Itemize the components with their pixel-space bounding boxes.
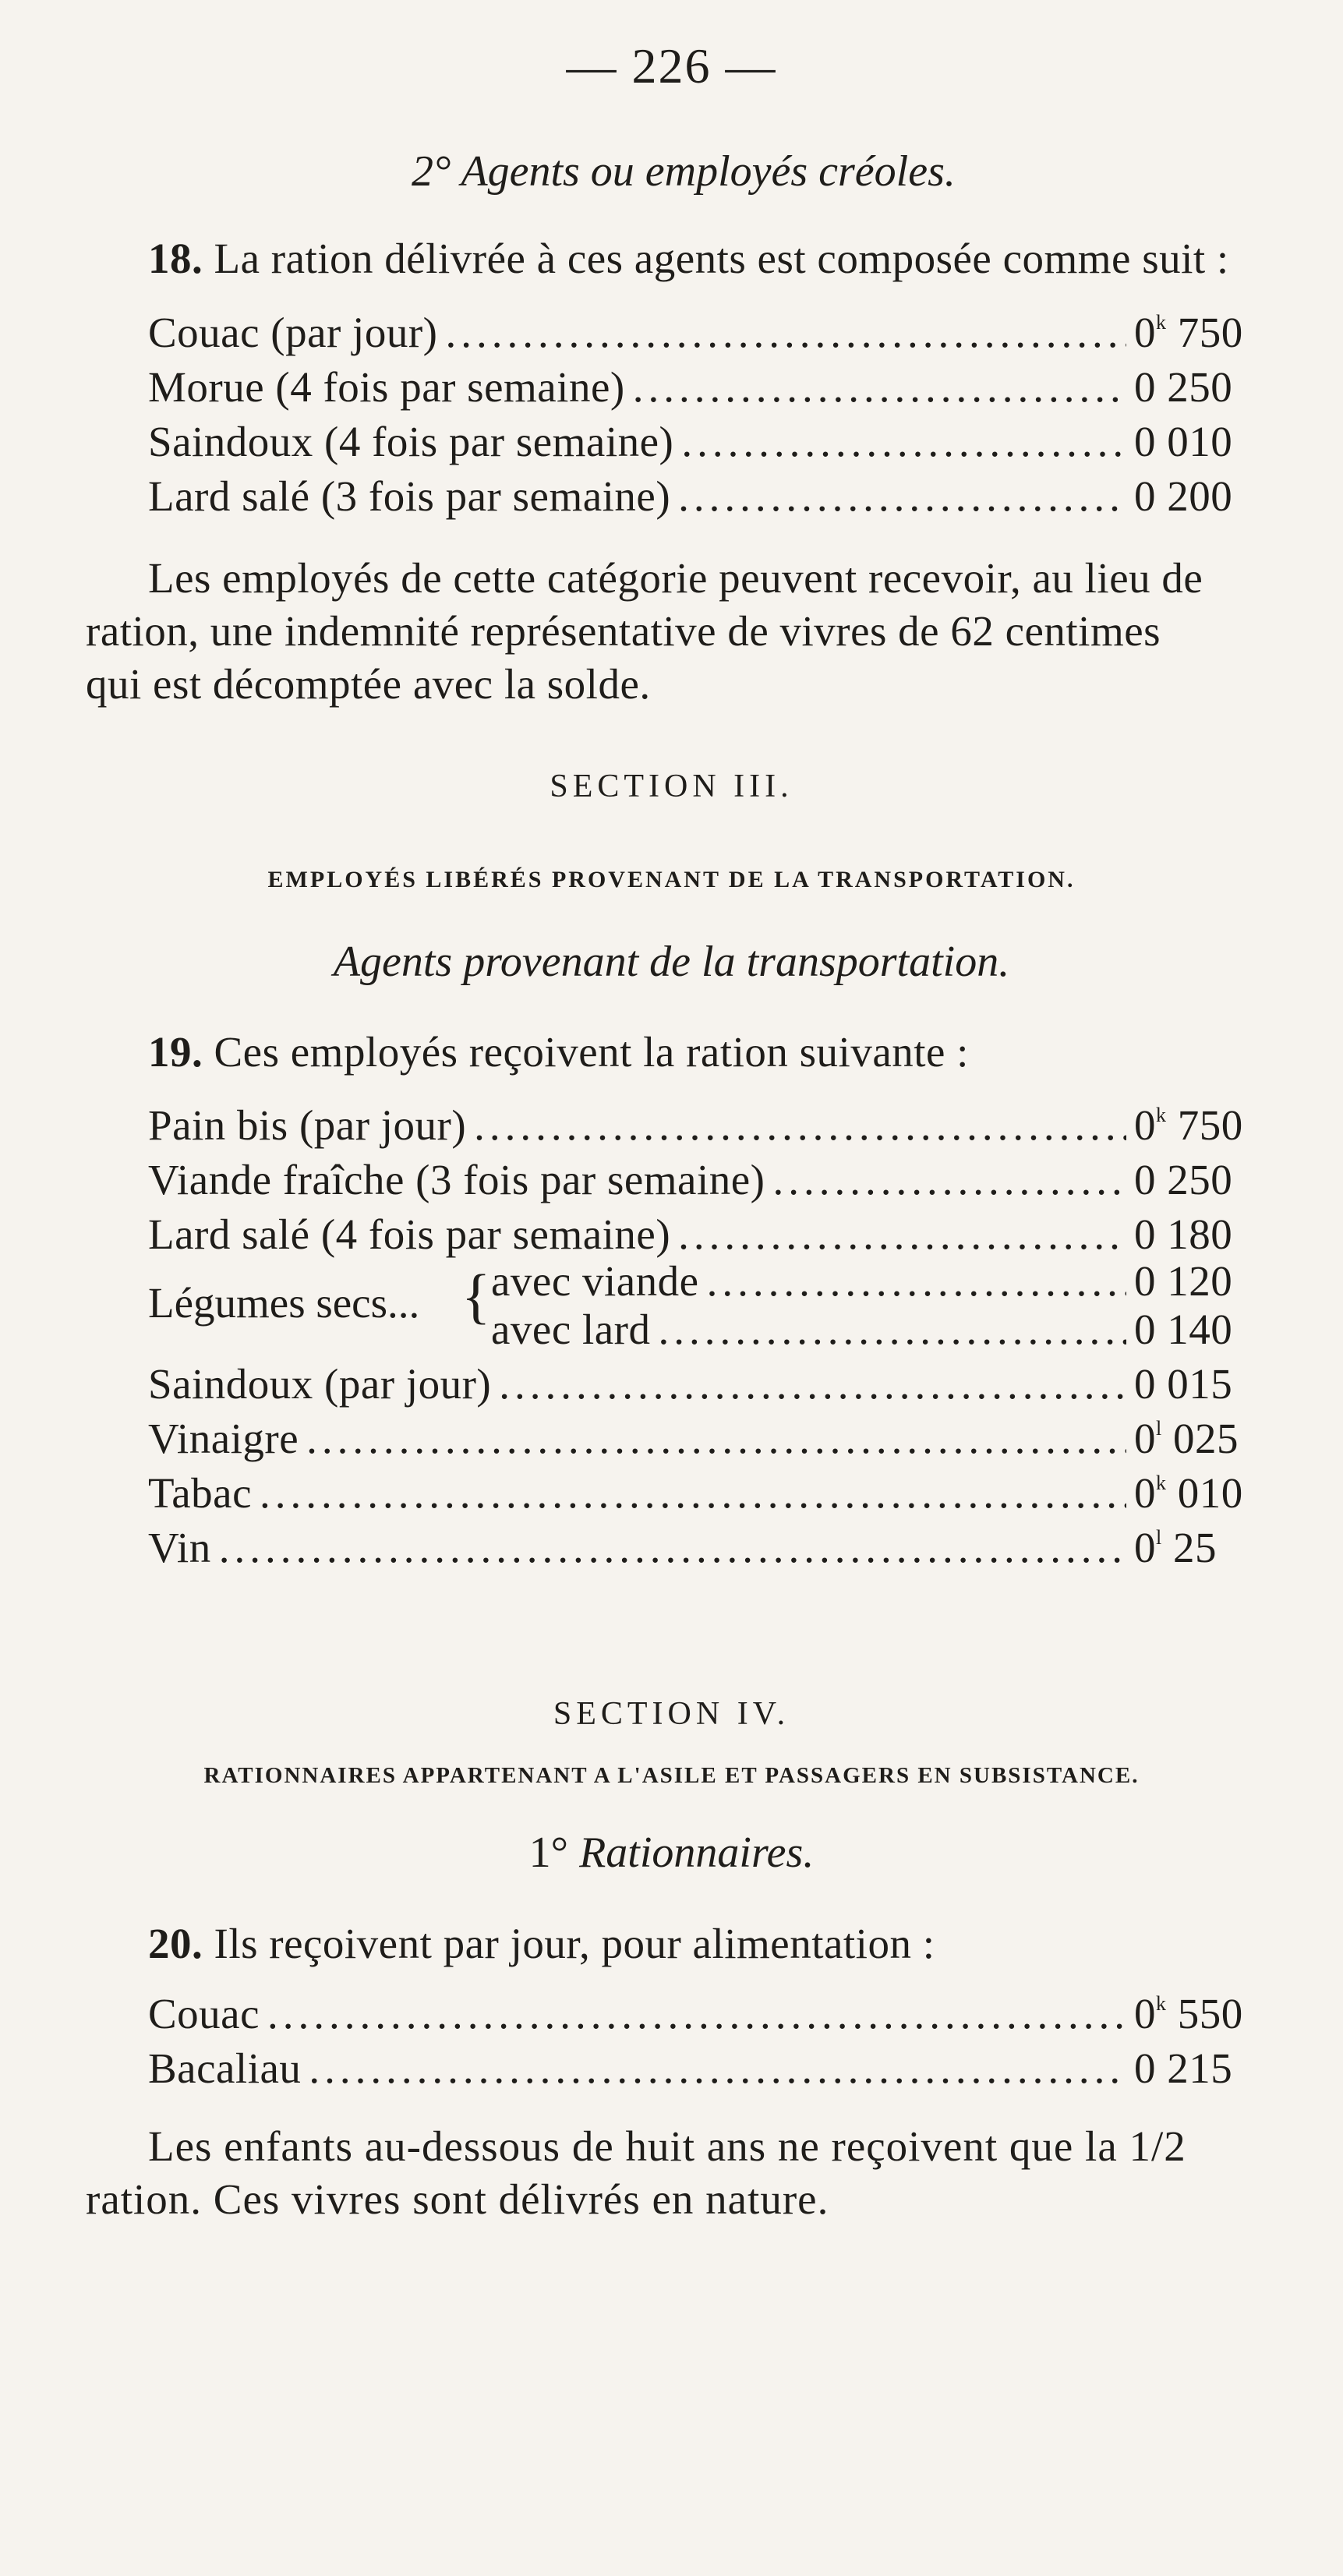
ration-item-label: Couac [148, 1990, 260, 2037]
note-line: ration, une indemnité représentative de vivres de 62 centimes [86, 607, 1161, 655]
ration-row [148, 1468, 1274, 1523]
leader-dots [707, 1256, 1126, 1306]
section-caps-heading: EMPLOYÉS LIBÉRÉS PROVENANT DE LA TRANSPORTATION. [267, 867, 1076, 892]
ration-item-label: avec viande [491, 1257, 699, 1305]
paragraph-number: 19. [148, 1028, 203, 1076]
note-line: ration. Ces vivres sont délivrés en nature. [86, 2175, 829, 2223]
ration-subrow [491, 1256, 1274, 1311]
ration-item-label: Viande fraîche (3 fois par semaine) [148, 1156, 765, 1203]
leader-dots [678, 1210, 1126, 1259]
ration-row [148, 308, 1274, 362]
ration-item-value: 0$^k$ 550 [1134, 1990, 1243, 2037]
ration-item-label: Pain bis (par jour) [148, 1101, 467, 1149]
section-title: SECTION III. [550, 769, 793, 804]
ration-item-label: Vinaigre [148, 1415, 299, 1462]
ration-row [148, 1359, 1274, 1414]
leader-dots [678, 472, 1126, 521]
page-number: — 226 — [566, 38, 777, 94]
leader-dots [633, 362, 1126, 412]
leader-dots [474, 1101, 1126, 1150]
section-subtitle: Agents provenant de la transportation. [333, 938, 1010, 986]
leader-dots [659, 1305, 1127, 1354]
ration-row [148, 1155, 1274, 1210]
leader-dots [219, 1523, 1126, 1572]
ration-row [148, 472, 1274, 526]
leader-dots [499, 1359, 1126, 1408]
ration-row [148, 1101, 1274, 1155]
leader-dots [772, 1155, 1126, 1204]
ration-item-value: 0 215 [1134, 2044, 1233, 2092]
leader-dots [267, 1989, 1126, 2038]
leader-dots [681, 417, 1126, 466]
ration-item-label: Lard salé (4 fois par semaine) [148, 1210, 671, 1258]
note-line: qui est décomptée avec la solde. [86, 660, 651, 708]
ration-item-value: 0 015 [1134, 1360, 1233, 1408]
ration-item-label: Vin [148, 1524, 211, 1571]
ration-row [148, 1989, 1274, 2044]
ration-item-value: 0$^l$ 25 [1134, 1524, 1217, 1571]
ration-subrow [491, 1305, 1274, 1359]
ration-item-label: Lard salé (3 fois par semaine) [148, 472, 671, 520]
subheading-creole-agents: 2° Agents ou employés créoles. [412, 147, 956, 196]
ration-item-label: Tabac [148, 1469, 252, 1517]
ration-item-value: 0 180 [1134, 1210, 1233, 1258]
leader-dots [309, 2044, 1126, 2093]
ration-item-label: Bacaliau [148, 2044, 302, 2092]
ration-item-value: 0 140 [1134, 1306, 1233, 1353]
ration-item-label: Morue (4 fois par semaine) [148, 363, 625, 411]
note-line: Les enfants au-dessous de huit ans ne reçoivent que la 1/2 [148, 2122, 1186, 2170]
paragraph-19-intro [148, 1027, 969, 1076]
paragraph-text: Ces employés reçoivent la ration suivante : [203, 1028, 969, 1076]
ration-item-label: Couac (par jour) [148, 309, 438, 356]
ration-item-value: 0$^k$ 010 [1134, 1469, 1243, 1517]
paragraph-20-intro [148, 1919, 935, 1968]
section-title: SECTION IV. [553, 1696, 790, 1732]
note-line: Les employés de cette catégorie peuvent recevoir, au lieu de [148, 554, 1203, 602]
ration-item-value: 0 250 [1134, 363, 1233, 411]
section-caps-heading: RATIONNAIRES APPARTENANT A L'ASILE ET PASSAGERS EN SUBSISTANCE. [203, 1763, 1140, 1788]
paragraph-text: Ils reçoivent par jour, pour alimentation : [203, 1920, 935, 1967]
paragraph-number: 20. [148, 1920, 203, 1967]
ration-item-label: Saindoux (4 fois par semaine) [148, 418, 674, 465]
ration-item-value: 0 200 [1134, 472, 1233, 520]
brace-glyph: { [461, 1262, 491, 1330]
ration-item-value: 0$^k$ 750 [1134, 309, 1243, 356]
section-subtitle: 1° Rationnaires. [528, 1829, 815, 1877]
ration-row [148, 2044, 1274, 2098]
ration-item-value: 0$^k$ 750 [1134, 1101, 1243, 1149]
ration-row [148, 362, 1274, 417]
paragraph-18-intro [148, 234, 1229, 283]
ration-item-value: 0 010 [1134, 418, 1233, 465]
ration-row [148, 1414, 1274, 1468]
leader-dots [260, 1468, 1126, 1518]
paragraph-text: La ration délivrée à ces agents est composée comme suit : [203, 235, 1229, 282]
leader-dots [445, 308, 1126, 357]
paragraph-number: 18. [148, 235, 203, 282]
ration-item-label: avec lard [491, 1306, 651, 1353]
ration-item-value: 0$^l$ 025 [1134, 1415, 1239, 1462]
leader-dots [306, 1414, 1126, 1463]
ration-item-value: 0 250 [1134, 1156, 1233, 1203]
ration-item-label: Saindoux (par jour) [148, 1360, 492, 1408]
ration-row [148, 417, 1274, 472]
legumes-label: Légumes secs... [148, 1279, 420, 1327]
ration-row [148, 1523, 1274, 1578]
ration-item-value: 0 120 [1134, 1257, 1233, 1305]
